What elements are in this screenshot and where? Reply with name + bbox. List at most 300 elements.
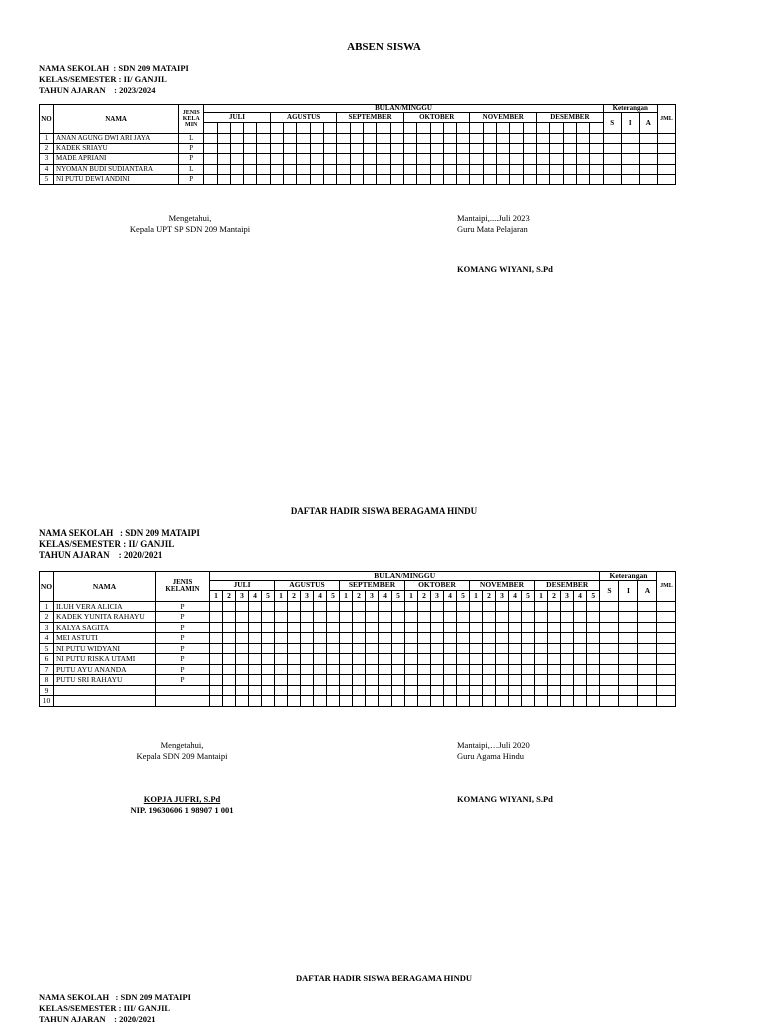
row-jenis-kelamin: L [179,134,204,144]
week-cell [230,123,243,134]
attendance-cell [561,643,574,654]
attendance-cell [510,144,523,154]
attendance-cell [587,612,600,623]
row-jenis-kelamin: P [156,612,210,623]
attendance-cell [314,654,327,665]
week-cell [430,123,443,134]
table-row [40,664,676,675]
attendance-cell [457,154,470,164]
attendance-cell [275,654,288,665]
attendance-cell [430,154,443,164]
attendance-cell [431,675,444,686]
header-bulan-minggu: BULAN/MINGGU [204,105,604,113]
attendance-cell [217,144,230,154]
row-no: 5 [40,174,54,184]
attendance-cell [590,144,603,154]
attendance-cell [236,685,249,696]
week-cell: 5 [587,590,600,601]
attendance-cell [418,633,431,644]
row-no: 2 [40,144,54,154]
week-cell [257,123,270,134]
attendance-cell [431,664,444,675]
attendance-cell [483,601,496,612]
attendance-cell [366,633,379,644]
attendance-cell [574,654,587,665]
row-nama [54,696,156,707]
keterangan-cell [619,633,638,644]
attendance-cell [535,622,548,633]
keterangan-cell [639,154,657,164]
attendance-cell [392,643,405,654]
attendance-cell [574,643,587,654]
attendance-cell [236,601,249,612]
header-month: OKTOBER [405,580,470,590]
attendance-cell [590,154,603,164]
attendance-cell [390,174,403,184]
attendance-cell [262,664,275,675]
attendance-cell [522,622,535,633]
attendance-cell [353,654,366,665]
week-cell: 5 [327,590,340,601]
attendance-cell [431,654,444,665]
attendance-cell [230,154,243,164]
attendance-cell [262,643,275,654]
header-month: DESEMBER [535,580,600,590]
attendance-cell [405,654,418,665]
section1-info [39,63,189,96]
attendance-cell [392,612,405,623]
week-cell [443,123,456,134]
attendance-cell [470,643,483,654]
attendance-cell [535,643,548,654]
attendance-cell [390,134,403,144]
attendance-cell [301,601,314,612]
attendance-cell [550,174,563,184]
attendance-cell [574,601,587,612]
attendance-cell [223,664,236,675]
attendance-cell [210,622,223,633]
attendance-cell [523,154,536,164]
week-cell: 3 [301,590,314,601]
attendance-cell [405,643,418,654]
attendance-cell [457,675,470,686]
row-no: 3 [40,154,54,164]
attendance-cell [262,601,275,612]
table-row [40,144,676,154]
attendance-cell [483,134,496,144]
attendance-cell [537,154,550,164]
table-row [40,612,676,623]
attendance-cell [314,643,327,654]
jml-cell [657,144,675,154]
attendance-cell [561,622,574,633]
attendance-cell [284,174,297,184]
attendance-cell [457,664,470,675]
jml-cell [657,612,676,623]
attendance-cell [418,612,431,623]
attendance-cell [418,696,431,707]
header-month: JULI [204,113,271,123]
attendance-cell [314,601,327,612]
attendance-cell [340,601,353,612]
attendance-cell [392,664,405,675]
attendance-cell [561,601,574,612]
attendance-cell [249,643,262,654]
attendance-cell [587,675,600,686]
attendance-cell [257,144,270,154]
attendance-cell [390,154,403,164]
header-ket-i: I [619,580,638,601]
attendance-cell [249,685,262,696]
attendance-cell [510,134,523,144]
keterangan-cell [603,134,621,144]
attendance-cell [353,664,366,675]
attendance-cell [444,675,457,686]
attendance-cell [314,622,327,633]
attendance-cell [244,144,257,154]
week-cell: 1 [275,590,288,601]
jml-cell [657,134,675,144]
attendance-cell [327,622,340,633]
attendance-cell [353,685,366,696]
sign-left-line2: Kepala SDN 209 Mantaipi [136,751,228,761]
week-cell: 4 [444,590,457,601]
row-nama: KADEK SRIAYU [54,144,179,154]
attendance-cell [340,612,353,623]
week-cell: 1 [405,590,418,601]
attendance-cell [366,612,379,623]
attendance-cell [522,696,535,707]
attendance-cell [301,622,314,633]
attendance-cell [379,643,392,654]
sign-right-1 [457,213,530,235]
attendance-cell [522,643,535,654]
table-row [40,675,676,686]
attendance-cell [379,696,392,707]
header-nama: NAMA [54,572,156,602]
header-no: NO [40,105,54,134]
attendance-cell [444,601,457,612]
attendance-cell [509,675,522,686]
attendance-cell [337,144,350,154]
attendance-cell [223,685,236,696]
row-no: 5 [40,643,54,654]
attendance-cell [288,633,301,644]
attendance-cell [523,134,536,144]
attendance-cell [324,154,337,164]
attendance-cell [301,654,314,665]
attendance-cell [314,675,327,686]
attendance-cell [548,633,561,644]
attendance-cell [576,174,589,184]
keterangan-cell [638,612,657,623]
row-jenis-kelamin: P [156,664,210,675]
attendance-cell [363,164,376,174]
header-jenis-kelamin: JENIS KELAMIN [156,572,210,602]
attendance-cell [340,664,353,675]
table-row [40,643,676,654]
week-cell [310,123,323,134]
info-label: KELAS/SEMESTER [39,1003,117,1013]
attendance-cell [587,685,600,696]
attendance-cell [288,696,301,707]
week-cell [497,123,510,134]
attendance-cell [576,164,589,174]
attendance-cell [483,154,496,164]
attendance-cell [587,622,600,633]
sign-left-line2: Kepala UPT SP SDN 209 Mantaipi [129,224,251,234]
header-row [40,572,676,581]
header-month: SEPTEMBER [340,580,405,590]
attendance-cell [523,164,536,174]
attendance-cell [561,612,574,623]
attendance-cell [443,144,456,154]
attendance-cell [444,654,457,665]
attendance-cell [431,622,444,633]
attendance-cell [418,622,431,633]
attendance-cell [204,164,217,174]
week-cell: 4 [574,590,587,601]
row-nama [54,685,156,696]
attendance-cell [377,174,390,184]
attendance-cell [392,601,405,612]
info-value: : II/ GANJIL [123,539,175,549]
keterangan-cell [619,654,638,665]
keterangan-cell [619,622,638,633]
attendance-cell [249,601,262,612]
attendance-cell [417,164,430,174]
week-cell: 5 [262,590,275,601]
week-cell: 5 [457,590,470,601]
attendance-cell [270,154,283,164]
attendance-cell [353,643,366,654]
attendance-cell [340,696,353,707]
row-nama: PUTU SRI RAHAYU [54,675,156,686]
attendance-cell [535,601,548,612]
attendance-cell [590,134,603,144]
attendance-cell [244,154,257,164]
attendance-cell [417,154,430,164]
attendance-cell [350,154,363,164]
attendance-cell [470,164,483,174]
attendance-table-2 [39,571,676,707]
attendance-cell [418,685,431,696]
week-cell [270,123,283,134]
info-label: KELAS/SEMESTER [39,74,117,84]
attendance-cell [337,174,350,184]
attendance-cell [509,601,522,612]
header-ket-a: A [639,113,657,134]
attendance-cell [522,685,535,696]
sign-right-line2: Guru Mata Pelajaran [457,224,528,234]
week-cell: 2 [483,590,496,601]
sign-right-2 [457,740,530,762]
attendance-cell [587,633,600,644]
attendance-cell [496,643,509,654]
attendance-cell [430,134,443,144]
attendance-cell [275,643,288,654]
sign-left-2 [102,740,262,762]
attendance-cell [210,654,223,665]
attendance-cell [301,675,314,686]
attendance-cell [417,144,430,154]
attendance-cell [590,174,603,184]
attendance-cell [470,675,483,686]
header-month: SEPTEMBER [337,113,404,123]
keterangan-cell [639,144,657,154]
keterangan-cell [600,664,619,675]
attendance-cell [262,696,275,707]
attendance-cell [204,174,217,184]
keterangan-cell [600,601,619,612]
attendance-cell [392,622,405,633]
row-no: 6 [40,654,54,665]
attendance-cell [288,612,301,623]
week-cell [244,123,257,134]
attendance-cell [574,633,587,644]
week-cell: 3 [366,590,379,601]
attendance-cell [403,134,416,144]
attendance-cell [340,622,353,633]
attendance-cell [353,601,366,612]
header-month: NOVEMBER [470,580,535,590]
attendance-cell [379,622,392,633]
attendance-cell [509,654,522,665]
keterangan-cell [621,164,639,174]
attendance-cell [496,664,509,675]
attendance-cell [550,164,563,174]
attendance-cell [509,696,522,707]
attendance-cell [297,134,310,144]
attendance-cell [483,633,496,644]
week-cell: 3 [431,590,444,601]
keterangan-cell [619,601,638,612]
attendance-cell [275,622,288,633]
jml-cell [657,633,676,644]
header-jenis-kelamin: JENIS KELA MIN [179,105,204,134]
attendance-cell [510,164,523,174]
attendance-cell [535,612,548,623]
header-ket-s: S [603,113,621,134]
row-jenis-kelamin: P [156,654,210,665]
jml-cell [657,696,676,707]
attendance-cell [350,144,363,154]
week-cell [204,123,217,134]
attendance-cell [548,612,561,623]
attendance-cell [483,144,496,154]
attendance-cell [223,622,236,633]
row-no: 7 [40,664,54,675]
attendance-cell [210,685,223,696]
attendance-cell [561,675,574,686]
attendance-cell [403,154,416,164]
header-bulan-minggu: BULAN/MINGGU [210,572,600,581]
attendance-cell [377,164,390,174]
keterangan-cell [603,164,621,174]
attendance-cell [457,654,470,665]
attendance-cell [522,664,535,675]
attendance-cell [443,134,456,144]
attendance-cell [270,134,283,144]
keterangan-cell [600,654,619,665]
attendance-cell [574,664,587,675]
attendance-cell [470,622,483,633]
attendance-cell [431,601,444,612]
info-value: : II/ GANJIL [118,74,167,84]
attendance-cell [262,685,275,696]
attendance-cell [363,134,376,144]
attendance-cell [363,174,376,184]
attendance-cell [257,164,270,174]
attendance-cell [574,696,587,707]
row-nama: KALYA SAGITA [54,622,156,633]
attendance-cell [535,675,548,686]
attendance-cell [483,612,496,623]
attendance-cell [324,164,337,174]
attendance-cell [561,664,574,675]
attendance-cell [497,134,510,144]
attendance-cell [377,144,390,154]
attendance-cell [576,144,589,154]
attendance-cell [496,633,509,644]
attendance-cell [509,622,522,633]
attendance-cell [340,643,353,654]
info-label: NAMA SEKOLAH [39,528,114,538]
header-keterangan: Keterangan [603,105,657,113]
row-nama: PUTU AYU ANANDA [54,664,156,675]
attendance-cell [405,612,418,623]
attendance-cell [284,144,297,154]
attendance-cell [257,174,270,184]
week-cell [284,123,297,134]
attendance-cell [366,696,379,707]
attendance-cell [288,622,301,633]
table-row [40,174,676,184]
week-cell: 3 [236,590,249,601]
attendance-cell [470,174,483,184]
attendance-cell [327,601,340,612]
attendance-cell [275,612,288,623]
attendance-cell [236,675,249,686]
jml-cell [657,664,676,675]
jml-cell [657,654,676,665]
attendance-cell [379,685,392,696]
header-nama: NAMA [54,105,179,134]
row-jenis-kelamin: P [179,174,204,184]
attendance-cell [418,664,431,675]
jml-cell [657,685,676,696]
keterangan-cell [600,675,619,686]
attendance-cell [288,685,301,696]
attendance-cell [535,664,548,675]
header-month: OKTOBER [403,113,470,123]
teacher-name-2: KOMANG WIYANI, S.Pd [457,794,553,804]
attendance-cell [310,154,323,164]
attendance-cell [405,664,418,675]
attendance-cell [270,144,283,154]
attendance-cell [366,675,379,686]
attendance-cell [284,134,297,144]
attendance-cell [392,696,405,707]
attendance-cell [223,612,236,623]
attendance-cell [470,154,483,164]
header-month: JULI [210,580,275,590]
attendance-cell [249,696,262,707]
attendance-cell [340,685,353,696]
attendance-cell [457,622,470,633]
attendance-cell [217,164,230,174]
principal-nip: NIP. 19630606 1 98907 1 001 [130,805,234,815]
